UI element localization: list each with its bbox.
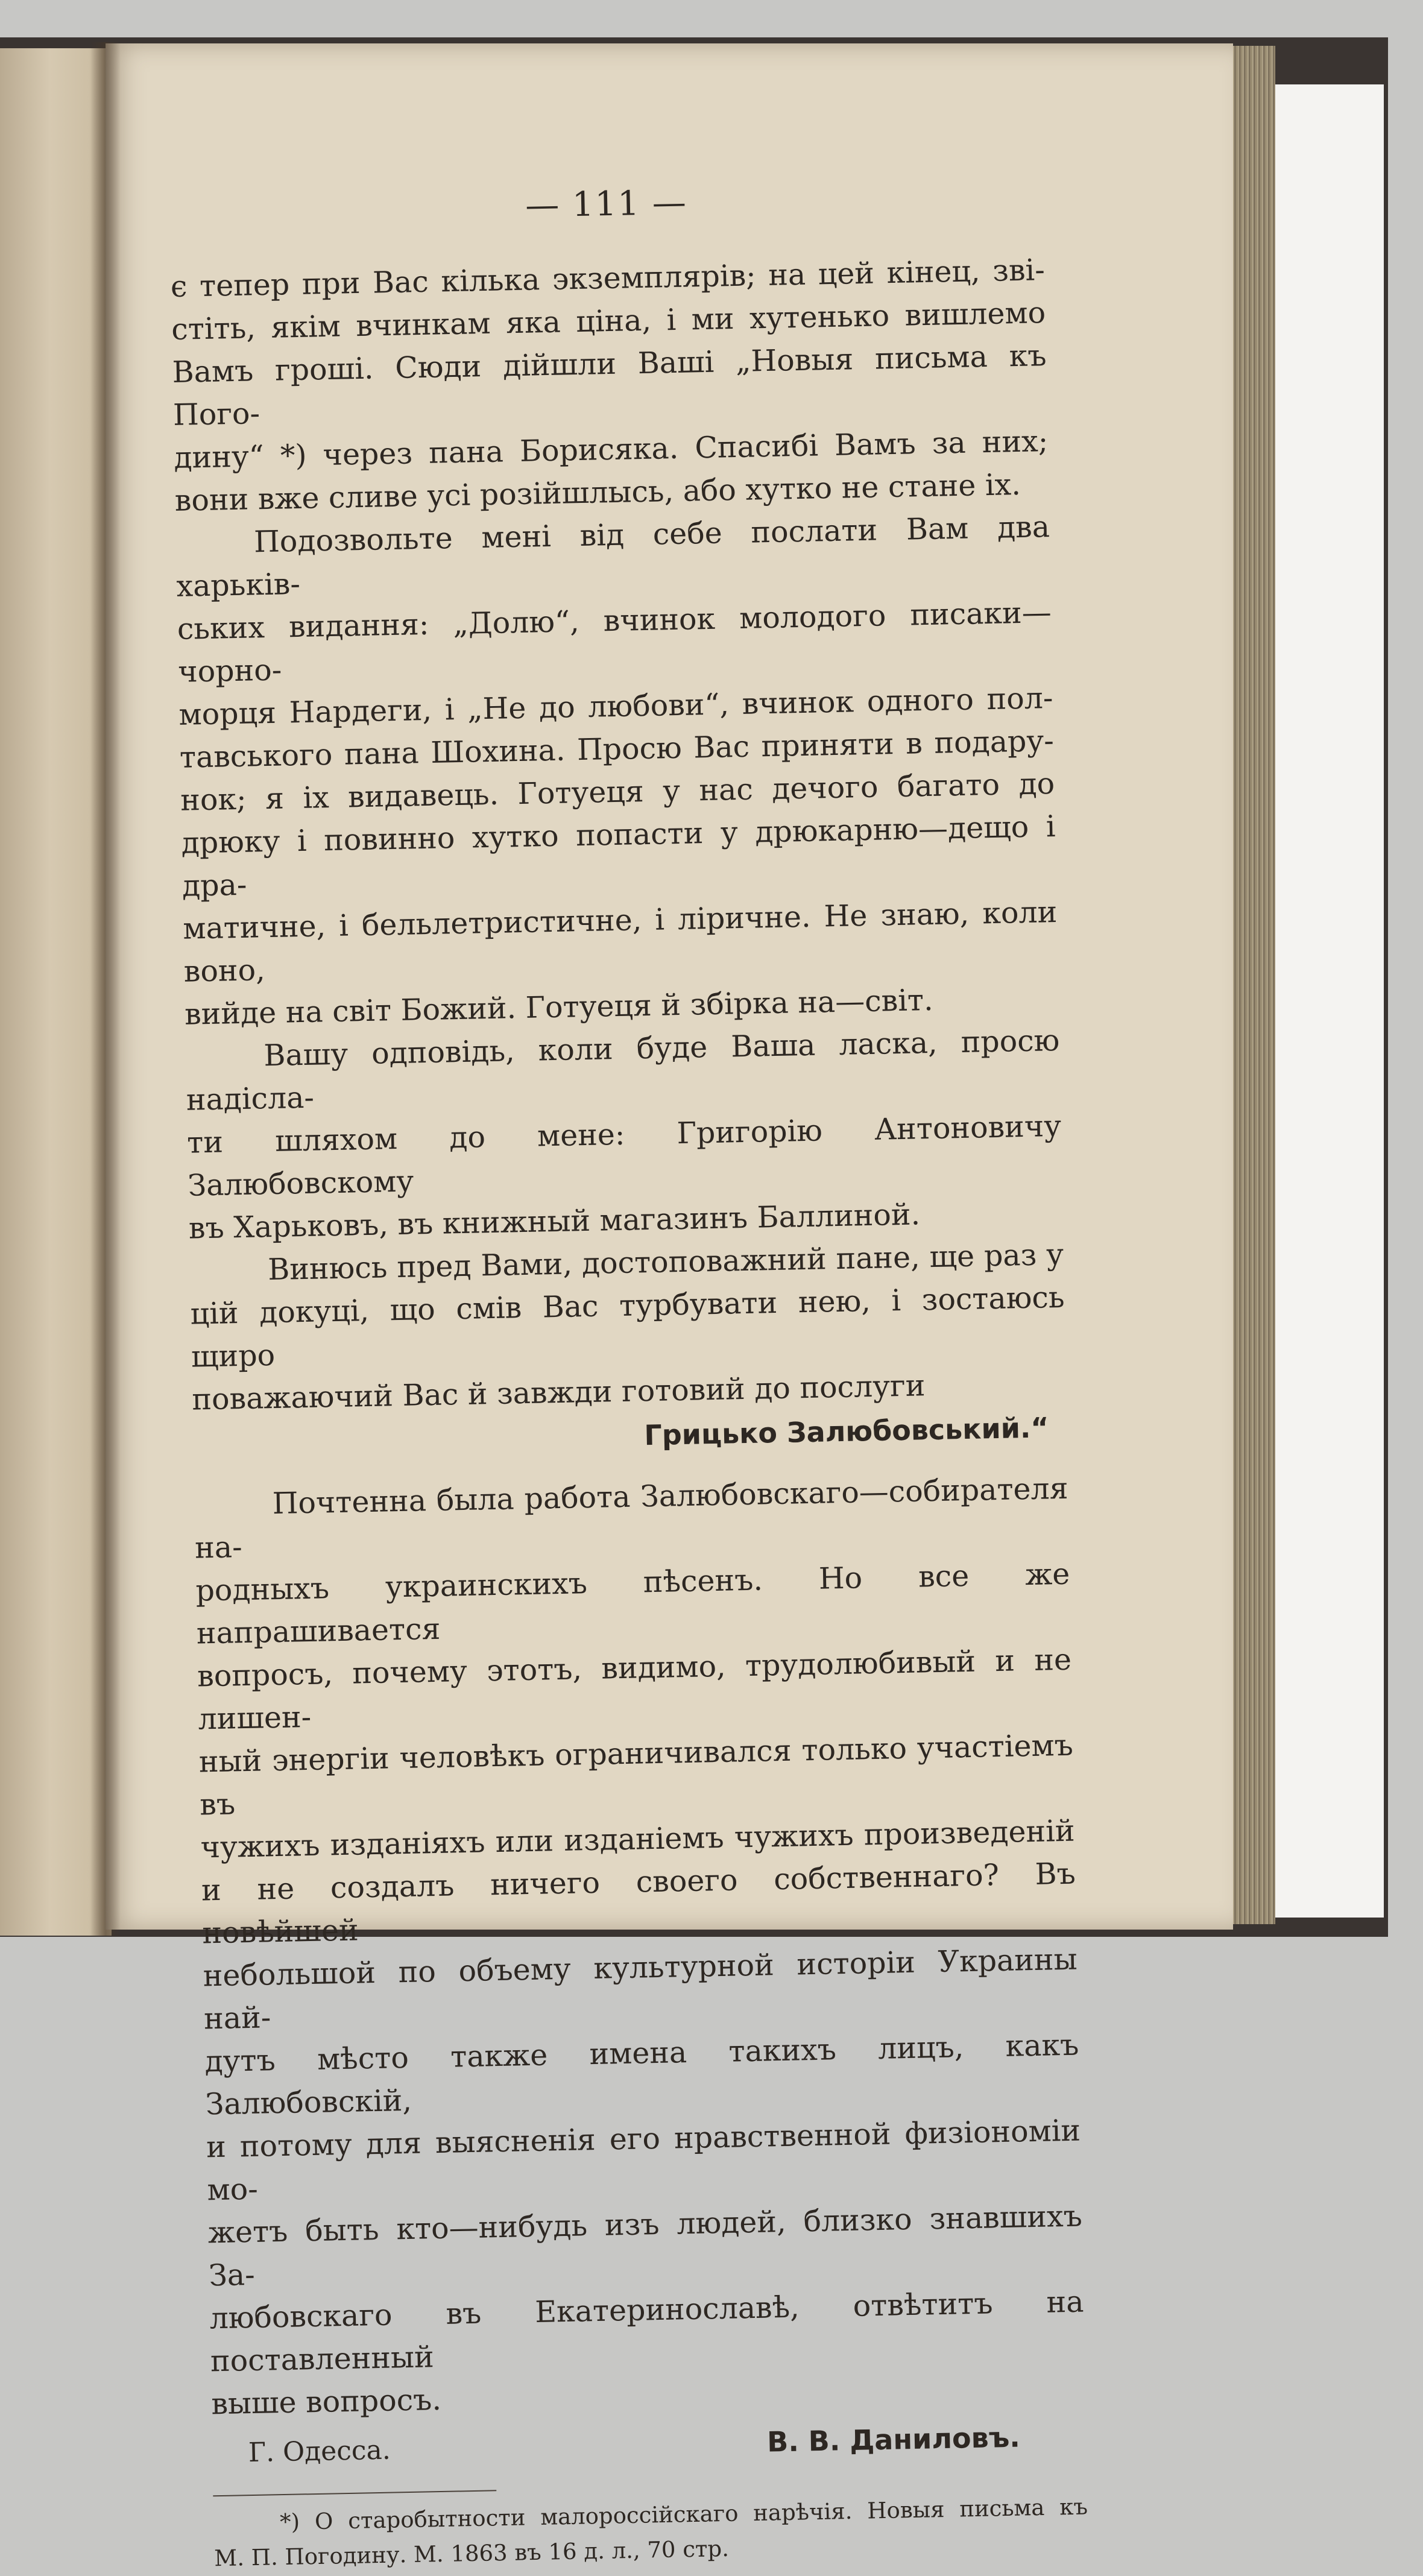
text-line: є тепер при Вас кілька экземплярів; на цей кінец, зві- (170, 253, 1046, 304)
text-line: выше вопросъ. (210, 2382, 442, 2422)
text-line: тавського пана Шохина. Просю Вас приняти в подару- (179, 723, 1055, 775)
footnote-divider (213, 2490, 496, 2496)
commentary-paragraph (194, 1467, 1086, 2426)
footnote-line: М. П. Погодину. М. 1863 въ 16 д. л., 70 стр. (213, 2535, 730, 2572)
text-line: ный энергіи человѣкъ ограничивался только участіемъ въ (198, 1728, 1074, 1822)
text-line: жетъ быть кто—нибудь изъ людей, близко знавшихъ За- (207, 2199, 1083, 2293)
text-line: Почтенна была работа Залюбовскаго—собирателя на- (194, 1471, 1069, 1565)
text-line: поважаючий Вас й завжди готовий до послуги (191, 1368, 926, 1417)
text-line: вопросъ, почему этотъ, видимо, трудолюбивый и не лишен- (197, 1642, 1072, 1737)
text-line: Подозвольте мені від себе послати Вам два харьків- (175, 510, 1050, 604)
dateline (212, 2414, 1087, 2475)
text-line: чужихъ изданіяхъ или изданіемъ чужихъ произведеній (200, 1813, 1075, 1865)
text-line: любовскаго въ Екатеринославѣ, отвѣтитъ на поставленный (209, 2284, 1084, 2379)
letter-signature: Грицько Залюбовський.“ (643, 1411, 1050, 1452)
letter-paragraph-3 (185, 1019, 1064, 1250)
text-line: стіть, якім вчинкам яка ціна, і ми хутенько вишлемо (171, 295, 1046, 347)
author-signature: В. В. Даниловъ. (766, 2420, 1021, 2458)
letter-paragraph-1 (170, 248, 1049, 522)
text-line: Вашу одповідь, коли буде Ваша ласка, просю надісла- (186, 1023, 1060, 1117)
text-line: Винюсь пред Вами, достоповажний пане, ще раз у (267, 1237, 1064, 1287)
letter-paragraph-2 (175, 505, 1059, 1036)
text-line: морця Нардеги, і „Не до любови“, вчинок одного пол- (178, 681, 1053, 732)
text-line: вони вже сливе усі розійшлысь, або хутко не стане іх. (174, 467, 1021, 518)
text-line: дрюку і повинно хутко попасти у дрюкарню—дещо і дра- (181, 809, 1056, 903)
footnote-line: *) О старобытности малороссійскаго нарѣчія. Новыя письма къ (279, 2493, 1088, 2536)
text-line: ських видання: „Долю“, вчинок молодого писаки—чорно- (177, 595, 1052, 689)
page-number: — 111 — (525, 183, 688, 226)
text-line: небольшой по объему культурной исторіи Украины най- (203, 1942, 1078, 2036)
letter-paragraph-4 (189, 1233, 1067, 1421)
backing-sheet (1272, 84, 1384, 1918)
text-line: Вамъ гроші. Сюди дійшли Ваші „Новыя письма къ Пого- (172, 338, 1047, 432)
text-line: родныхъ украинскихъ пѣсенъ. Но все же напрашивается (195, 1556, 1070, 1651)
text-line: и не создалъ ничего своего собственнаго? Въ новѣйшей (201, 1856, 1076, 1951)
text-line: дутъ мѣсто также имена такихъ лицъ, какъ Залюбовскій, (204, 2027, 1079, 2122)
text-line: въ Харьковъ, въ книжный магазинъ Баллиной. (188, 1197, 921, 1246)
text-line: и потому для выясненія его нравственной физіономіи мо- (206, 2113, 1081, 2208)
book-gutter (90, 42, 121, 1936)
text-line: нок; я іх видавець. Готуеця у нас дечого багато до (180, 766, 1055, 818)
text-line: дину“ *) через пана Борисяка. Спасибі Вамъ за них; (173, 424, 1049, 475)
text-line: матичне, і бельлетристичне, і ліричне. Не знаю, коли воно, (182, 894, 1058, 989)
place-of-writing: Г. Одесса. (248, 2434, 391, 2469)
page-text (169, 176, 1089, 2576)
page-block-edges (1227, 46, 1275, 1924)
text-line: вийде на світ Божий. Готуеця й збірка на—світ. (184, 982, 934, 1032)
text-line: цій докуці, що смів Вас турбувати нею, і зостаюсь щиро (190, 1280, 1065, 1374)
text-line: ти шляхом до мене: Григорію Антоновичу Залюбовскому (186, 1108, 1062, 1203)
